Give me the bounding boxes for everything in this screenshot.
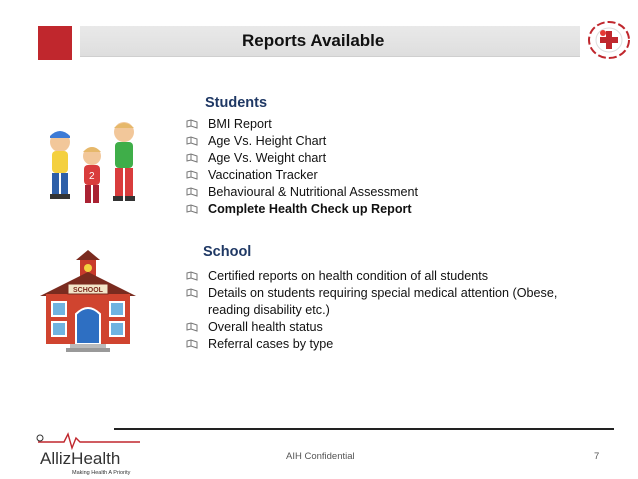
bullet-icon: [186, 339, 198, 349]
school-heading: School: [203, 244, 252, 260]
brand-text: AllizHealth: [40, 449, 121, 468]
footer-divider: [114, 428, 614, 430]
bullet-icon: [186, 187, 198, 197]
list-item: [186, 167, 606, 184]
students-item-label: Age Vs. Weight chart: [208, 151, 327, 165]
list-item: [186, 116, 606, 133]
bullet-icon: [186, 204, 198, 214]
page-title: Reports Available: [242, 31, 385, 50]
list-item: [186, 336, 586, 353]
students-item-label: Vaccination Tracker: [208, 168, 318, 182]
school-item-label: Certified reports on health condition of all students: [208, 269, 489, 283]
school-building-illustration: [36, 250, 140, 354]
bullet-icon: [186, 119, 198, 129]
bullet-icon: [186, 170, 198, 180]
list-item: [186, 184, 606, 201]
top-right-logo: [586, 18, 632, 62]
bullet-icon: [186, 136, 198, 146]
brand-tagline: Making Health A Priority: [72, 470, 131, 476]
bullet-icon: [186, 271, 198, 281]
list-item: [186, 285, 586, 319]
list-item: [186, 268, 586, 285]
school-report-list: [186, 268, 586, 353]
school-item-label: Referral cases by type: [208, 337, 334, 351]
allizhealth-logo: [34, 430, 144, 476]
bullet-icon: [186, 288, 198, 298]
list-item: [186, 201, 606, 218]
list-item: [186, 319, 586, 336]
school-item-label: Details on students requiring special medical attention (Obese, reading disability etc.): [208, 286, 558, 317]
students-item-label: Age Vs. Height Chart: [208, 134, 327, 148]
list-item: [186, 150, 606, 167]
school-sign-text: SCHOOL: [73, 287, 103, 294]
svg-text:2: 2: [89, 171, 95, 182]
students-report-list: [186, 116, 606, 218]
school-item-label: Overall health status: [208, 320, 323, 334]
list-item: [186, 133, 606, 150]
students-item-label: BMI Report: [208, 117, 272, 131]
bullet-icon: [186, 153, 198, 163]
page-number: 7: [594, 451, 600, 462]
bullet-icon: [186, 322, 198, 332]
confidential-label: AIH Confidential: [286, 451, 355, 462]
kids-illustration: [38, 118, 148, 212]
students-item-label: Behavioural & Nutritional Assessment: [208, 185, 418, 199]
students-heading: Students: [205, 95, 268, 111]
students-item-label: Complete Health Check up Report: [208, 202, 412, 216]
accent-square: [38, 26, 72, 60]
